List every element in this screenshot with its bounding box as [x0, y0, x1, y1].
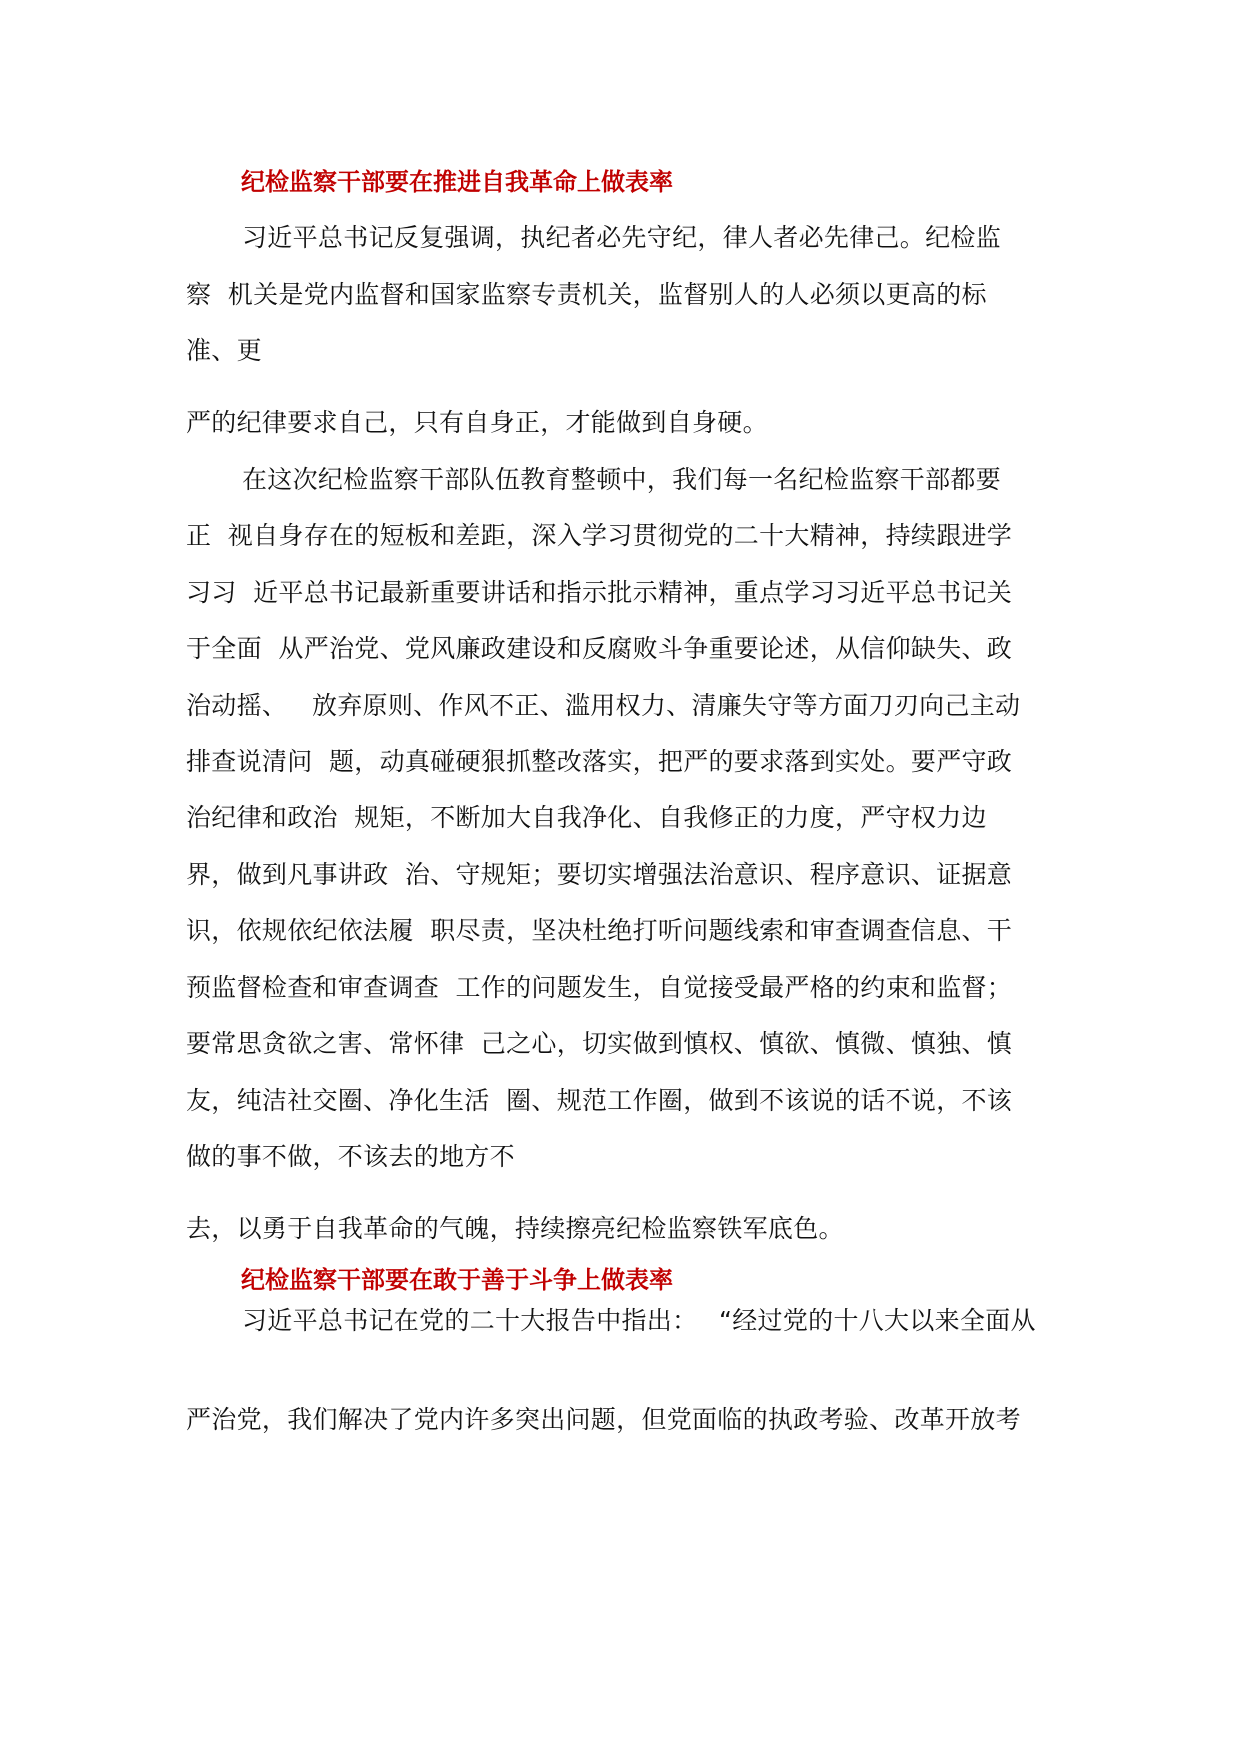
paragraph-line: 在这次纪检监察干部队伍教育整顿中，我们每一名纪检监察干部都要	[242, 465, 1002, 494]
paragraph-line: 习近平总书记反复强调，执纪者必先守纪，律人者必先律己。纪检监	[242, 223, 1002, 252]
paragraph-line: 排查说清问 题，动真碰硬狠抓整改落实，把严的要求落到实处。要严守政	[186, 747, 1013, 776]
paragraph-line: 治动摇、 放弃原则、作风不正、滥用权力、清廉失守等方面刀刃向己主动	[186, 691, 1021, 720]
paragraph-line: 察 机关是党内监督和国家监察专责机关，监督别人的人必须以更高的标	[186, 280, 987, 309]
paragraph-line: 习习 近平总书记最新重要讲话和指示批示精神，重点学习习近平总书记关	[186, 578, 1013, 607]
paragraph-line: 要常思贪欲之害、常怀律 己之心，切实做到慎权、慎欲、慎微、慎独、慎	[186, 1029, 1013, 1058]
paragraph-line: 预监督检查和审查调查 工作的问题发生，自觉接受最严格的约束和监督；	[186, 973, 1013, 1002]
paragraph-line: 习近平总书记在党的二十大报告中指出：	[242, 1306, 698, 1335]
paragraph-line: 做的事不做，不该去的地方不	[186, 1142, 515, 1171]
paragraph-line: 严的纪律要求自己，只有自身正，才能做到自身硬。	[186, 408, 768, 437]
section-heading-self-revolution: 纪检监察干部要在推进自我革命上做表率	[241, 168, 673, 196]
paragraph-line: 严治党，我们解决了党内许多突出问题，但党面临的执政考验、改革开放考	[186, 1405, 1021, 1434]
paragraph-line: “经过党的十八大以来全面从	[719, 1306, 1036, 1335]
paragraph-line: 于全面 从严治党、党风廉政建设和反腐败斗争重要论述，从信仰缺失、政	[186, 634, 1013, 663]
paragraph-line: 识，依规依纪依法履 职尽责，坚决杜绝打听问题线索和审查调查信息、干	[186, 916, 1013, 945]
paragraph-line: 去，以勇于自我革命的气魄，持续擦亮纪检监察铁军底色。	[186, 1214, 844, 1243]
paragraph-line: 正 视自身存在的短板和差距，深入学习贯彻党的二十大精神，持续跟进学	[186, 521, 1013, 550]
paragraph-line: 友，纯洁社交圈、净化生活 圈、规范工作圈，做到不该说的话不说，不该	[186, 1086, 1013, 1115]
paragraph-line: 界，做到凡事讲政 治、守规矩；要切实增强法治意识、程序意识、证据意	[186, 860, 1013, 889]
paragraph-line: 治纪律和政治 规矩，不断加大自我净化、自我修正的力度，严守权力边	[186, 803, 987, 832]
section-heading-struggle: 纪检监察干部要在敢于善于斗争上做表率	[241, 1266, 673, 1294]
paragraph-line: 准、更	[186, 336, 262, 365]
